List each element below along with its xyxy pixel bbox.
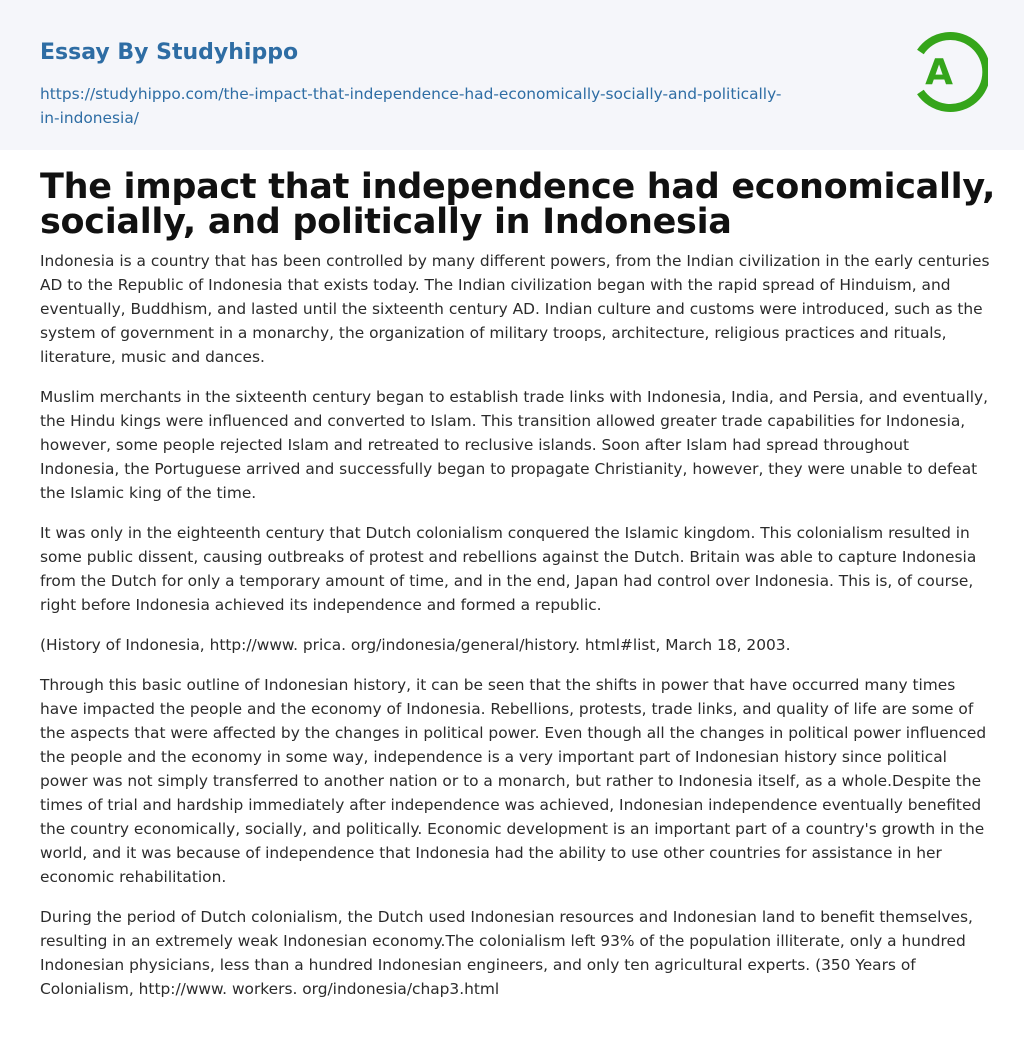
paragraph: Muslim merchants in the sixteenth century began to establish trade links with Indonesia, India, and Persia, and eventually, the Hindu kings were influenced and converted to Islam. This transition allowed greater trade capabilities for Indonesia, however, some people rejected Islam and retreated to reclusive islands. Soon after Islam had spread throughout Indonesia, the Portuguese arrived and successfully began to propagate Christianity, however, they were unable to defeat the Islamic king of the time. [40, 388, 989, 502]
paragraph: Through this basic outline of Indonesian history, it can be seen that the shifts in power that have occurred many times have impacted the people and the economy of Indonesia. Rebellions, protests, trade links, and quality of life are some of the aspects that were affected by the changes in political power. Even though all the changes in political power influenced the people and the economy in some way, independence is a very important part of Indonesian history since political power was not simply transferred to another nation or to a monarch, but rather to Indonesia itself, as a whole.Despite the times of trial and hardship immediately after independence was achieved, Indonesian independence eventually benefited the country economically, socially, and politically. Economic development is an important part of a country's growth in the world, and it was because of independence that Indonesia had the ability to use other countries for assistance in her economic rehabilitation. [40, 676, 987, 886]
paragraph: During the period of Dutch colonialism, the Dutch used Indonesian resources and Indonesian land to benefit themselves, resulting in an extremely weak Indonesian economy.The colonialism left 93% of the population illiterate, only a hundred Indonesian physicians, less than a hundred Indonesian engineers, and only ten agricultural experts. (350 Years of Colonialism, http://www. workers. org/indonesia/chap3.html [40, 908, 973, 998]
studyhippo-logo-icon[interactable] [912, 28, 988, 116]
logo-letter: A [925, 52, 953, 93]
paragraph: It was only in the eighteenth century that Dutch colonialism conquered the Islamic kingdom. This colonialism resulted in some public dissent, causing outbreaks of protest and rebellions against the Dutch. Britain was able to capture Indonesia from the Dutch for only a temporary amount of time, and in the end, Japan had control over Indonesia. This is, of course, right before Indonesia achieved its independence and formed a republic. [40, 524, 977, 614]
article-body [40, 249, 990, 1017]
paragraph: Indonesia is a country that has been controlled by many different powers, from the Indian civilization in the early centuries AD to the Republic of Indonesia that exists today. The Indian civilization began with the rapid spread of Hinduism, and eventually, Buddhism, and lasted until the sixteenth century AD. Indian culture and customs were introduced, such as the system of government in a monarchy, the organization of military troops, architecture, religious practices and rituals, literature, music and dances. [40, 252, 990, 366]
paragraph: (History of Indonesia, http://www. prica. org/indonesia/general/history. html#list, March 18, 2003. [40, 636, 791, 654]
page-header [0, 0, 1024, 150]
article-title: The impact that independence had economically, socially, and politically in Indonesia [40, 167, 996, 242]
site-title[interactable]: Essay By Studyhippo [40, 40, 299, 65]
source-url-link[interactable]: https://studyhippo.com/the-impact-that-independence-had-economically-socially-and-politically-in-indonesia/ [40, 85, 782, 127]
